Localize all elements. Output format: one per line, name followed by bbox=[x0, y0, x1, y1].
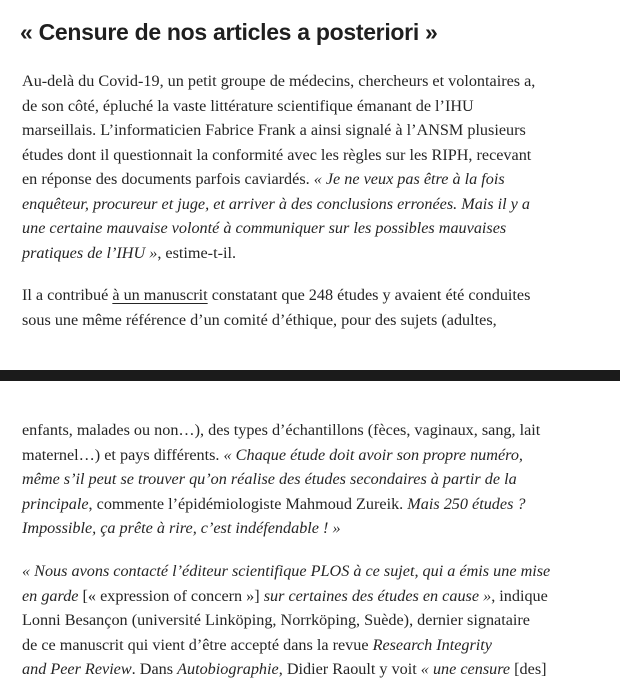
quote-segment: même s’il peut se trouver qu’on réalise des études secondaires à partir de la bbox=[22, 470, 517, 488]
text-segment: , indique bbox=[491, 586, 548, 605]
quote-segment: sur certaines des études en cause » bbox=[263, 586, 492, 605]
section-heading: « Censure de nos articles a posteriori » bbox=[20, 19, 438, 45]
text-segment: , commente l’épidémiologiste Mahmoud Zureik. bbox=[88, 494, 408, 513]
journal-title: Research Integrity bbox=[372, 635, 492, 654]
paragraph-1 bbox=[22, 69, 535, 265]
quote-segment: « Nous avons contacté l’éditeur scientifique PLOS à ce sujet, qui a émis une mise bbox=[22, 562, 551, 580]
paragraph-line: marseillais. L’informaticien Fabrice Frank a ainsi signalé à l’ANSM plusieurs bbox=[22, 121, 526, 139]
paragraph-line bbox=[22, 467, 540, 492]
text-segment: en réponse des documents parfois caviardés. bbox=[22, 170, 314, 188]
page-divider bbox=[0, 370, 620, 381]
text-segment: [« expression of concern »] bbox=[82, 586, 264, 605]
text-segment: , Didier Raoult y voit bbox=[278, 660, 421, 678]
quote-segment: enquêteur, procureur et juge, et arriver à des conclusions erronées. Mais il y a bbox=[22, 194, 531, 213]
text-segment: . Dans bbox=[131, 660, 178, 678]
paragraph-line bbox=[22, 584, 550, 609]
paragraph-2 bbox=[22, 283, 530, 332]
paragraph-line bbox=[22, 192, 535, 217]
quote-segment: principale bbox=[22, 494, 89, 513]
paragraph-line: de son côté, épluché la vaste littérature scientifique émanant de l’IHU bbox=[22, 96, 474, 115]
text-segment: , estime-t-il. bbox=[157, 243, 236, 262]
paragraph-line bbox=[22, 167, 535, 192]
quote-segment: pratiques de l’IHU » bbox=[22, 243, 158, 262]
manuscript-link[interactable]: à un manuscrit bbox=[112, 286, 208, 304]
text-segment: [des] bbox=[514, 660, 547, 678]
quote-segment: « Chaque étude doit avoir son propre numéro, bbox=[223, 445, 523, 464]
text-segment: maternel…) et pays différents. bbox=[22, 445, 224, 464]
paragraph-3 bbox=[22, 418, 540, 541]
paragraph-line: Lonni Besançon (université Linköping, Norrköping, Suède), dernier signataire bbox=[22, 611, 530, 629]
quote-segment: en garde bbox=[22, 586, 83, 605]
paragraph-line bbox=[22, 633, 550, 658]
paragraph-line bbox=[22, 216, 535, 241]
text-segment: constatant que 248 études y avaient été conduites bbox=[207, 286, 531, 304]
quote-segment: Mais 250 études ? bbox=[407, 494, 526, 513]
paragraph-line: sous une même référence d’un comité d’éthique, pour des sujets (adultes, bbox=[22, 310, 497, 329]
paragraph-line bbox=[22, 516, 540, 541]
book-title: Autobiographie bbox=[177, 660, 279, 678]
paragraph-line: études dont il questionnait la conformité avec les règles sur les RIPH, recevant bbox=[22, 145, 532, 164]
paragraph-4 bbox=[22, 559, 550, 682]
paragraph-line bbox=[22, 657, 550, 682]
quote-segment: « une censure bbox=[420, 660, 515, 678]
text-segment: Il a contribué bbox=[22, 286, 113, 304]
paragraph-line bbox=[22, 241, 535, 266]
quote-segment: « Je ne veux pas être à la fois bbox=[313, 170, 505, 188]
paragraph-line bbox=[22, 283, 530, 308]
text-segment: de ce manuscrit qui vient d’être accepté dans la revue bbox=[22, 635, 373, 654]
quote-segment: une certaine mauvaise volonté à communiquer sur les possibles mauvaises bbox=[22, 219, 507, 237]
journal-title: and Peer Review bbox=[22, 660, 132, 678]
paragraph-line: Au-delà du Covid-19, un petit groupe de médecins, chercheurs et volontaires a, bbox=[22, 72, 536, 90]
paragraph-line bbox=[22, 559, 550, 584]
paragraph-line bbox=[22, 443, 540, 468]
paragraph-line: enfants, malades ou non…), des types d’échantillons (fèces, vaginaux, sang, lait bbox=[22, 421, 541, 439]
paragraph-line bbox=[22, 492, 540, 517]
quote-segment: Impossible, ça prête à rire, c’est indéfendable ! » bbox=[22, 519, 341, 537]
